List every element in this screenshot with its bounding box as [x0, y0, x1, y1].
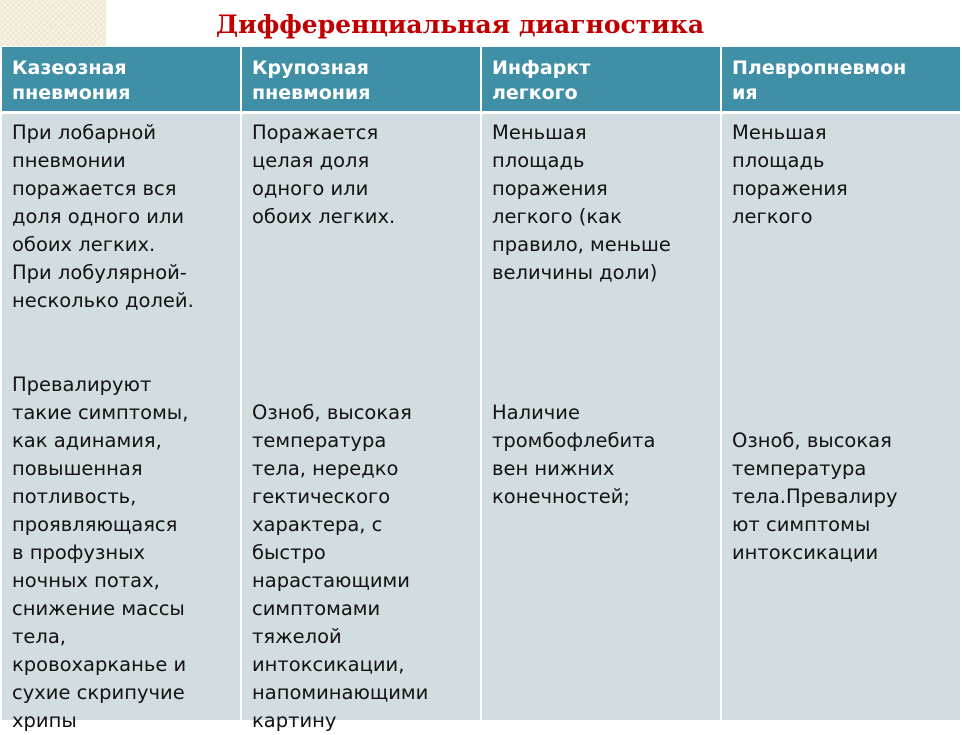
- text-line: ночных потах,: [12, 569, 160, 592]
- text-block: [12, 371, 234, 735]
- text-line: поражения: [492, 177, 608, 200]
- text-line: несколько долей.: [12, 289, 194, 312]
- text-line: снижение массы: [12, 597, 185, 620]
- text-line: хрипы: [12, 709, 77, 732]
- header-line: пневмония: [252, 82, 371, 104]
- slide-title: Дифференциальная диагностика: [215, 10, 705, 39]
- text-line: нарастающими: [252, 569, 410, 592]
- text-line: величины доли): [492, 261, 658, 284]
- header-line: ия: [732, 82, 758, 104]
- text-line: пневмонии: [12, 149, 126, 172]
- text-line: обоих легких.: [12, 233, 156, 256]
- body-cell-pleuropneumonia: [722, 114, 962, 720]
- diagnosis-table: [0, 47, 960, 732]
- text-line: в профузных: [12, 541, 146, 564]
- header-cell-caseous: [2, 47, 242, 114]
- text-line: интоксикации: [732, 541, 879, 564]
- text-line: тяжелой: [252, 625, 342, 648]
- text-line: Поражается: [252, 121, 379, 144]
- text-line: симптомами: [252, 597, 381, 620]
- text-line: характера, с: [252, 513, 383, 536]
- text-line: правило, меньше: [492, 233, 671, 256]
- body-cell-caseous: [2, 114, 242, 732]
- body-cell-infarct: [482, 114, 722, 720]
- text-line: обоих легких.: [252, 205, 396, 228]
- text-line: одного или: [252, 177, 369, 200]
- text-line: доля одного или: [12, 205, 185, 228]
- text-line: ют симптомы: [732, 513, 871, 536]
- text-block: [252, 119, 474, 231]
- text-line: Наличие: [492, 401, 580, 424]
- text-line: тела,: [12, 625, 66, 648]
- text-block: [492, 399, 714, 511]
- text-line: При лобарной: [12, 121, 157, 144]
- header-line: легкого: [492, 82, 578, 104]
- text-line: тромбофлебита: [492, 429, 656, 452]
- text-line: тела.Превалиру: [732, 485, 898, 508]
- header-cell-infarct: [482, 47, 722, 114]
- header-line: Казеозная: [12, 57, 127, 79]
- text-line: При лобулярной-: [12, 261, 187, 284]
- text-line: вен нижних: [492, 457, 615, 480]
- text-line: потливость,: [12, 485, 137, 508]
- text-block: [492, 119, 714, 287]
- text-line: картину: [252, 709, 337, 732]
- text-block: [12, 119, 234, 315]
- text-line: кровохарканье и: [12, 653, 187, 676]
- text-line: легкого: [732, 205, 813, 228]
- header-cell-croupous: [242, 47, 482, 114]
- text-line: проявляющаяся: [12, 513, 178, 536]
- text-line: площадь: [732, 149, 825, 172]
- text-line: конечностей;: [492, 485, 630, 508]
- text-line: повышенная: [12, 457, 143, 480]
- text-line: гектического: [252, 485, 391, 508]
- text-line: температура: [732, 457, 867, 480]
- text-line: быстро: [252, 541, 326, 564]
- text-line: площадь: [492, 149, 585, 172]
- text-line: поражается вся: [12, 177, 177, 200]
- text-line: Озноб, высокая: [252, 401, 412, 424]
- header-line: пневмония: [12, 82, 131, 104]
- text-line: Превалируют: [12, 373, 152, 396]
- text-line: легкого (как: [492, 205, 622, 228]
- header-line: Крупозная: [252, 57, 369, 79]
- text-line: Озноб, высокая: [732, 429, 892, 452]
- text-line: напоминающими: [252, 681, 429, 704]
- body-cell-croupous: [242, 114, 482, 732]
- text-line: поражения: [732, 177, 848, 200]
- text-block: [732, 119, 954, 231]
- text-line: Меньшая: [732, 121, 827, 144]
- text-line: температура: [252, 429, 387, 452]
- header-cell-pleuropneumonia: [722, 47, 962, 114]
- text-block: [252, 399, 474, 735]
- text-line: такие симптомы,: [12, 401, 189, 424]
- text-line: тела, нередко: [252, 457, 399, 480]
- text-line: как адинамия,: [12, 429, 162, 452]
- header-line: Инфаркт: [492, 57, 591, 79]
- text-line: Меньшая: [492, 121, 587, 144]
- text-line: сухие скрипучие: [12, 681, 185, 704]
- header-line: Плевропневмон: [732, 57, 907, 79]
- text-block: [732, 427, 954, 567]
- text-line: интоксикации,: [252, 653, 405, 676]
- text-line: целая доля: [252, 149, 370, 172]
